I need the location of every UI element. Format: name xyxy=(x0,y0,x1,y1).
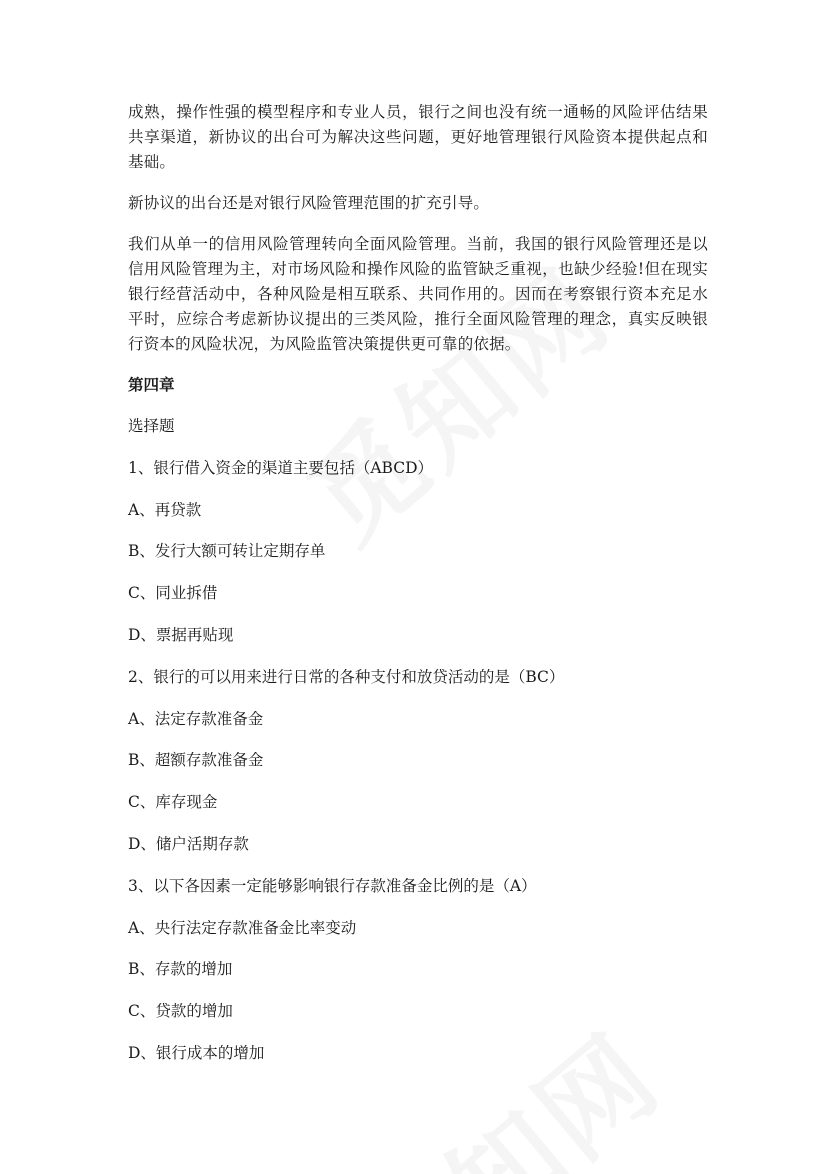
answer-option: C、同业拆借 xyxy=(128,584,218,603)
chapter-heading: 第四章 xyxy=(128,376,175,394)
answer-option: B、存款的增加 xyxy=(128,960,233,979)
answer-option: D、储户活期存款 xyxy=(128,834,249,853)
answer-option: B、发行大额可转让定期存单 xyxy=(128,542,326,561)
answer-option: C、库存现金 xyxy=(128,793,218,812)
answer-option: D、银行成本的增加 xyxy=(128,1043,265,1062)
answer-option: B、超额存款准备金 xyxy=(128,751,264,770)
paragraph: 新协议的出台还是对银行风险管理范围的扩充引导。 xyxy=(128,194,490,212)
answer-option: D、票据再贴现 xyxy=(128,625,234,644)
answer-option: A、法定存款准备金 xyxy=(128,709,264,728)
question-text: 3、以下各因素一定能够影响银行存款准备金比例的是（A） xyxy=(128,876,537,895)
document-body xyxy=(128,100,708,1083)
question-text: 2、银行的可以用来进行日常的各种支付和放贷活动的是（BC） xyxy=(128,667,565,686)
paragraph: 我们从单一的信用风险管理转向全面风险管理。当前，我国的银行风险管理还是以信用风险管理为主，对市场风险和操作风险的监管缺乏重视，也缺少经验!但在现实银行经营活动中，各种风险是相互联系、共同作用的。因而在考察银行资本充足水平时，应综合考虑新协议提出的三类风险，推行全面风险管理的理念，真实反映银行资本的风险状况，为风险监管决策提供更可靠的依据。 xyxy=(128,235,708,353)
answer-option: A、央行法定存款准备金比率变动 xyxy=(128,918,357,937)
section-label: 选择题 xyxy=(128,417,175,435)
answer-option: A、再贷款 xyxy=(128,500,202,519)
paragraph: 成熟，操作性强的模型程序和专业人员，银行之间也没有统一通畅的风险评估结果共享渠道，新协议的出台可为解决这些问题，更好地管理银行风险资本提供起点和基础。 xyxy=(128,103,708,171)
question-text: 1、银行借入资金的渠道主要包括（ABCD） xyxy=(128,458,434,477)
answer-option: C、贷款的增加 xyxy=(128,1002,233,1021)
